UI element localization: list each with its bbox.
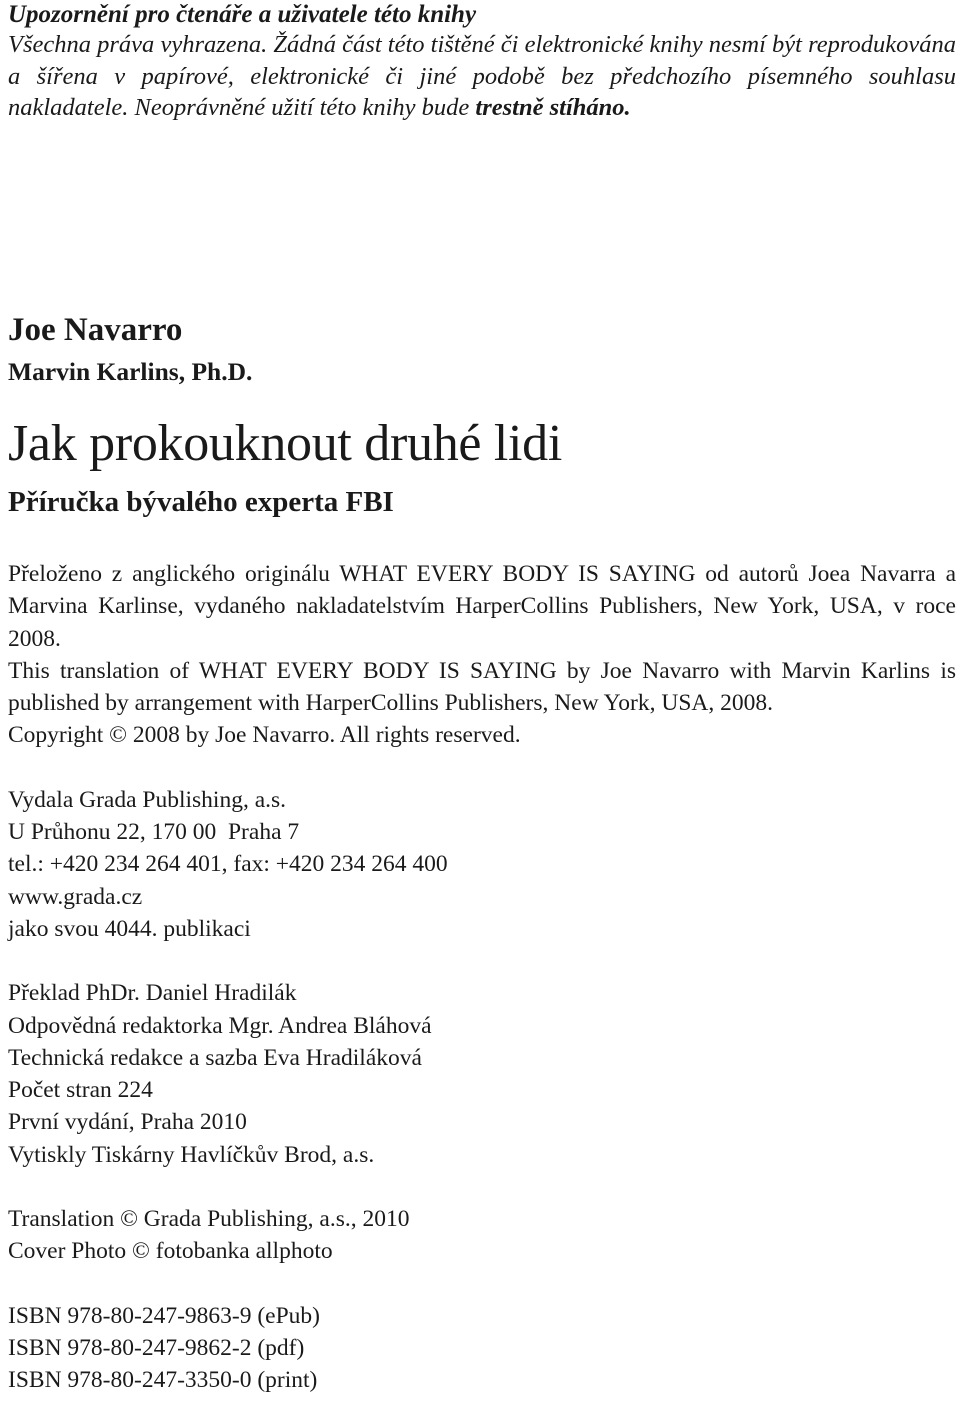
isbn-epub: ISBN 978-80-247-9863-9 (ePub) bbox=[8, 1302, 320, 1329]
imprint-block bbox=[8, 558, 956, 1397]
book-title: Jak prokouknout druhé lidi bbox=[8, 415, 563, 472]
spacer bbox=[8, 945, 956, 977]
credit-editor: Odpovědná redaktorka Mgr. Andrea Bláhová bbox=[8, 1012, 432, 1039]
isbn-pdf: ISBN 978-80-247-9862-2 (pdf) bbox=[8, 1334, 305, 1361]
credit-edition: První vydání, Praha 2010 bbox=[8, 1109, 247, 1136]
publisher-contact: tel.: +420 234 264 401, fax: +420 234 264 400 bbox=[8, 851, 448, 878]
translation-source: Přeloženo z anglického originálu WHAT EVERY BODY IS SAYING od autorů Joea Navarra a Marvina Karlinse, vydaného nakladatelstvím HarperCollins Publishers, New York, USA, v roce 2008. bbox=[8, 561, 956, 652]
notice-emphasis: trestně stíháno. bbox=[475, 94, 631, 121]
notice-title: Upozornění pro čtenáře a uživatele této knihy bbox=[8, 1, 477, 28]
publisher-name: Vydala Grada Publishing, a.s. bbox=[8, 786, 287, 813]
publisher-website: www.grada.cz bbox=[8, 883, 143, 910]
credit-typesetting: Technická redakce a sazba Eva Hradiláková bbox=[8, 1044, 422, 1071]
spacer bbox=[8, 1171, 956, 1203]
publisher-address: U Průhonu 22, 170 00 Praha 7 bbox=[8, 819, 300, 846]
cover-photo-copyright: Cover Photo © fotobanka allphoto bbox=[8, 1238, 333, 1265]
spacer bbox=[8, 1268, 956, 1300]
copyright-page bbox=[8, 0, 956, 1394]
reader-notice bbox=[8, 0, 956, 124]
translation-copyright: Translation © Grada Publishing, a.s., 2010 bbox=[8, 1206, 410, 1233]
isbn-print: ISBN 978-80-247-3350-0 (print) bbox=[8, 1367, 318, 1394]
notice-text: Všechna práva vyhrazena. Žádná část této tištěné či elektronické knihy nesmí být reprodukována a šířena v papírové, elektronické či jiné podobě bez předchozího písemného souhlasu nakladatele. Neoprávněné užití této knihy bude bbox=[8, 31, 956, 121]
translation-arrangement: This translation of WHAT EVERY BODY IS SAYING by Joe Navarro with Marvin Karlins is published by arrangement with HarperCollins Publishers, New York, USA, 2008. bbox=[8, 657, 956, 717]
credit-printer: Vytiskly Tiskárny Havlíčkův Brod, a.s. bbox=[8, 1141, 375, 1168]
author-secondary: Marvin Karlins, Ph.D. bbox=[8, 357, 253, 386]
author-primary: Joe Navarro bbox=[8, 312, 183, 348]
notice-body bbox=[8, 29, 956, 124]
spacer bbox=[8, 752, 956, 784]
copyright-line: Copyright © 2008 by Joe Navarro. All rights reserved. bbox=[8, 722, 521, 749]
publication-number: jako svou 4044. publikaci bbox=[8, 915, 251, 942]
credit-page-count: Počet stran 224 bbox=[8, 1077, 153, 1104]
credit-translator: Překlad PhDr. Daniel Hradilák bbox=[8, 980, 297, 1007]
book-subtitle: Příručka bývalého experta FBI bbox=[8, 486, 394, 518]
